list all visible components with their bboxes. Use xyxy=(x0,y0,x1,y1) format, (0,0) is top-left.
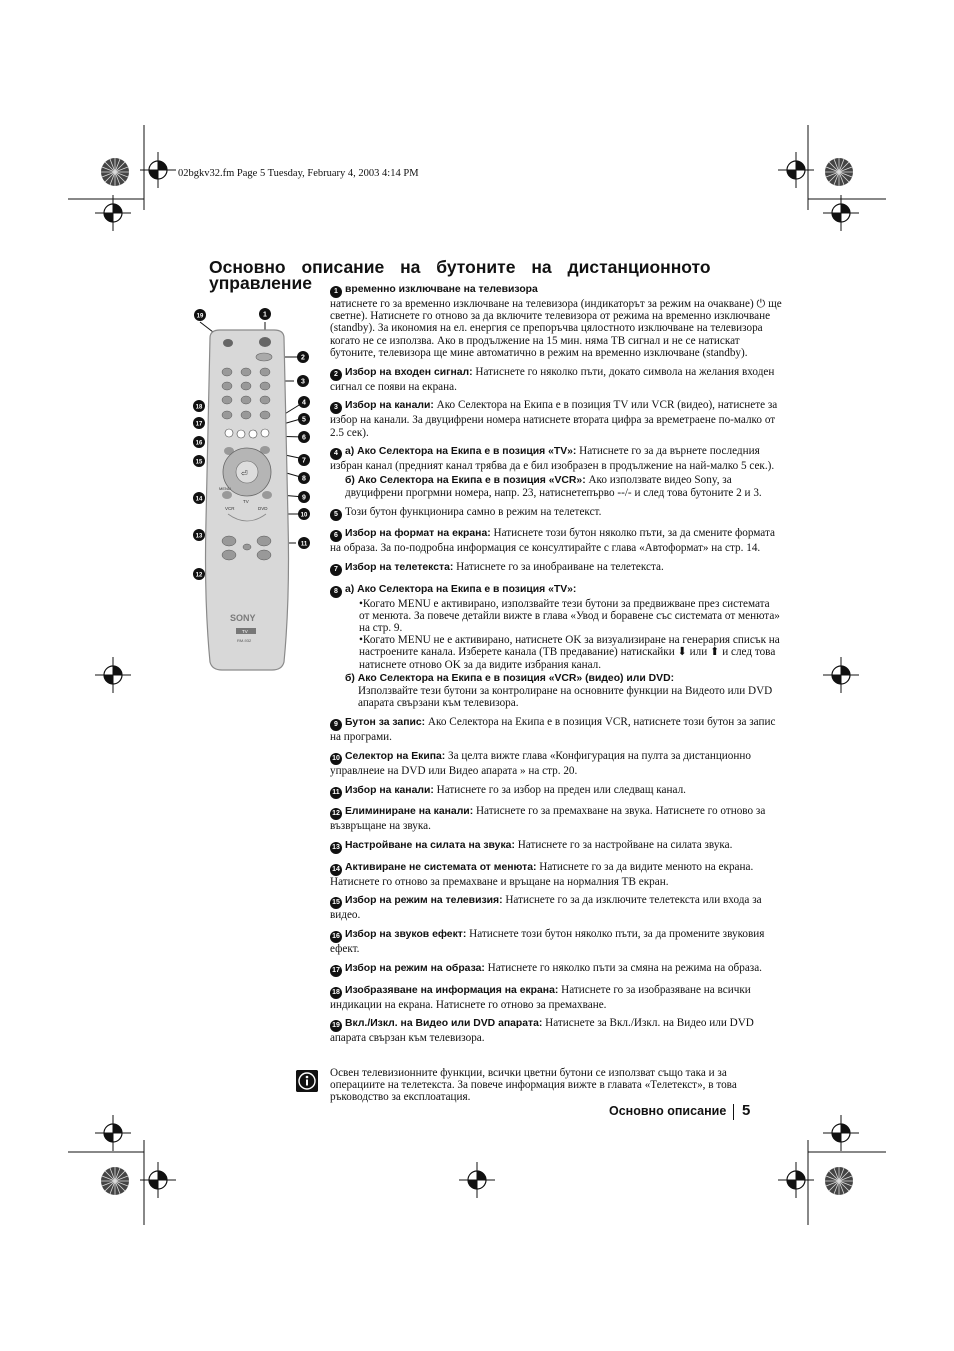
item-number: 16 xyxy=(330,931,342,943)
item-5 xyxy=(330,506,782,521)
item-text: Ако Селектора на Екипа е в позиция VCR, натиснете този бутон за запис на програми. xyxy=(330,716,776,744)
callout-number: 4 xyxy=(302,399,306,407)
record-button xyxy=(262,491,272,499)
item-heading: Избор на режим на телевизия: xyxy=(345,895,503,907)
item-11 xyxy=(330,784,782,799)
tv-power-button xyxy=(259,337,271,347)
callout-number: 15 xyxy=(195,459,203,466)
item-7 xyxy=(330,561,782,576)
item-2 xyxy=(330,366,782,393)
item-heading: Елиминиране на канали: xyxy=(345,806,474,818)
item-text: Натиснете го за да изключите телетекста или входа за видео. xyxy=(330,894,762,922)
item-text: За целта вижте глава «Конфигурация на пулта за дистанционно управлнеие на DVD или Видео апарата » на стр. 20. xyxy=(330,749,751,777)
item-18 xyxy=(330,984,782,1011)
tv-badge-label: TV xyxy=(242,629,248,634)
callout-number: 17 xyxy=(195,421,203,428)
item-number: 9 xyxy=(330,719,342,731)
info-icon xyxy=(296,1070,318,1092)
footer-divider xyxy=(733,1104,734,1120)
item-subtext: Ако използвате видео Sony, за двуцифрени прогрмни номера, напр. 23, натиснетепърво --/- и след това бутоните 2 и 3. xyxy=(345,473,762,499)
item-text: Натиснете го за да върнете последния избран канал (предният канал трябва да е бил изобразен в продължение на най-малко 5 сек.). xyxy=(330,445,775,473)
item-text: Натиснете го за премахване на звука. Натиснете го отново за възвръщане на звука. xyxy=(330,805,766,833)
item-17 xyxy=(330,962,782,977)
item-1 xyxy=(330,283,782,359)
callout-number: 2 xyxy=(301,354,305,362)
item-heading: Настройване на силата на звука: xyxy=(345,840,515,851)
item-list xyxy=(330,283,782,1051)
callout-number: 12 xyxy=(195,572,203,579)
callout-number: 11 xyxy=(300,541,308,548)
item-heading: Селектор на Екипа: xyxy=(345,750,446,762)
menu-button xyxy=(222,491,232,499)
callout-number: 9 xyxy=(302,494,306,502)
vcr-dvd-power-button xyxy=(223,339,233,347)
item-heading: Избор на телетекста: xyxy=(345,562,454,573)
item-heading: Избор на канали: xyxy=(345,400,434,412)
item-text: Натиснете този бутон няколко пъти, за да смените формата на образа. За по-подробна информация се консултирайте с глава «Автоформат» на стр. 14. xyxy=(330,527,775,555)
item-text: натиснете го за временно изключване на телевизора (индикаторът за режим на очакване) ⏻ ще светне). Натиснете го отново за да включите телевизора от режима на временно изключване (standby). За икономия на ел. енергия се препоръчва цялостното изключване на телевизора когато не се използва. Ако в продължение на 15 мин. няма ТВ сигнал и не се натискат бутоните, телевизора ще мине автоматично в режим на временно изключване (standby). xyxy=(330,298,782,359)
item-number: 13 xyxy=(330,842,342,854)
item-text: Натиснете го за инобраиване на телетекста. xyxy=(453,561,664,573)
item-number: 2 xyxy=(330,369,342,381)
callout-number: 7 xyxy=(302,457,306,465)
item-13 xyxy=(330,839,782,854)
item-subtext: Използвайте тези бутони за контролиране на основните функции на Видеото или DVD апарата свързани към телевизора. xyxy=(358,685,773,710)
callout-number: 14 xyxy=(195,496,203,503)
file-info: 02bgkv32.fm Page 5 Tuesday, February 4, 2003 4:14 PM xyxy=(178,168,419,179)
item-6 xyxy=(330,527,782,554)
vcr-label: VCR xyxy=(225,506,235,511)
item-menu-active: •Когато MENU е активирано, използвайте тези бутони за предвижване през системата от менюта. За повече детайли вижте в глава «Увод и боравене със системата от менюта» на стр. 9. xyxy=(359,597,780,634)
item-number: 8 xyxy=(330,586,342,598)
item-text: Натиснете този бутон няколко пъти, за да промените звуковия ефект. xyxy=(330,928,765,956)
item-heading: Активиране не системата от менюта: xyxy=(345,861,537,873)
callout-number: 18 xyxy=(195,404,203,411)
item-number: 5 xyxy=(330,509,342,521)
item-3 xyxy=(330,399,782,438)
item-text: Натиснете го за да видите менюто на екрана. Натиснете го отново за премахване и връщане на нормалния ТВ екран. xyxy=(330,860,754,888)
info-note: Освен телевизионните функции, всички цветни бутони се използват също така и за операциите на телетекста. За повече информация вижте в главата «Телетекст», в това ръководство за експлоатация. xyxy=(330,1067,737,1104)
brand-label: SONY xyxy=(230,613,256,623)
item-menu-inactive: •Когато MENU не е активирано, натиснете OK за визуализиране на генерария списък на настроените канала. Изберете канала (ТВ предавание) натискайки ⬇ или ⬆ и след това натиснете отново OK за да видите избрания канал. xyxy=(359,634,780,671)
callout-number: 16 xyxy=(195,440,203,447)
item-text: Този бутон функционира самно в режим на телетекст. xyxy=(345,505,602,518)
callout-number: 1 xyxy=(263,311,267,319)
item-number: 10 xyxy=(330,753,342,765)
item-heading: а) Ако Селектора на Екипа е в позиция «TV»: xyxy=(345,446,577,458)
svg-text:⏎: ⏎ xyxy=(241,469,248,478)
item-16 xyxy=(330,928,782,955)
title-line-1: Основно описание на бутоните на дистанционното xyxy=(209,257,711,277)
callout-number: 6 xyxy=(302,434,306,442)
item-heading: Изобразяване на информация на екрана: xyxy=(345,984,559,996)
item-heading: Избор на входен сигнал: xyxy=(345,366,473,378)
callout-number: 8 xyxy=(302,475,306,483)
item-heading: Вкл./Изкл. на Видео или DVD апарата: xyxy=(345,1018,543,1030)
item-heading: а) Ако Селектора на Екипа е в позиция «TV»: xyxy=(345,583,577,595)
callout-number: 13 xyxy=(195,533,203,540)
callout-number: 3 xyxy=(301,378,305,386)
item-number: 17 xyxy=(330,965,342,977)
item-number: 1 xyxy=(330,286,342,298)
item-number: 19 xyxy=(330,1020,342,1032)
item-8 xyxy=(330,583,782,710)
item-number: 18 xyxy=(330,987,342,999)
item-heading: Избор на канали: xyxy=(345,784,434,796)
item-text: Ако Селектора на Екипа е в позиция TV или VCR (видео), натиснете за избор на канали. За двуцифрени номера натиснете втората цифра за времетраене по-малко от 2.5 сек). xyxy=(330,399,778,439)
tv-label: TV xyxy=(243,499,249,504)
item-number: 12 xyxy=(330,808,342,820)
item-number: 11 xyxy=(330,787,342,799)
footer-section-title: Основно описание xyxy=(609,1104,727,1118)
item-heading: Избор на формат на екрана: xyxy=(345,528,491,540)
item-text: Натиснете го за изобразяване на всички индикации на екрана. Натиснете го отново за премахване. xyxy=(330,983,751,1011)
item-text: Натиснете го няколко пъти, докато символа на желания входен сигнал се появи на екрана. xyxy=(330,365,775,393)
title-line-2: управление xyxy=(209,273,312,293)
item-19 xyxy=(330,1017,782,1044)
item-15 xyxy=(330,894,782,921)
item-heading: Бутон за запис: xyxy=(345,717,426,729)
input-button xyxy=(256,353,272,361)
item-number: 6 xyxy=(330,530,342,542)
item-4 xyxy=(330,445,782,499)
item-number: 15 xyxy=(330,897,342,909)
item-number: 14 xyxy=(330,864,342,876)
item-9 xyxy=(330,716,782,743)
item-text: Натиснете за Вкл./Изкл. на Видео или DVD апарата свързан към телевизора. xyxy=(330,1017,754,1045)
callout-number: 5 xyxy=(302,416,306,424)
item-subheading: б) Ако Селектора на Екипа е в позиция «VCR»: xyxy=(345,474,586,486)
item-text: Натиснете го за избор на преден или следващ канал. xyxy=(433,783,686,796)
item-text: Натиснете го няколко пъти за смяна на режима на образа. xyxy=(484,961,762,974)
menu-label: MENU xyxy=(219,486,231,491)
item-number: 3 xyxy=(330,402,342,414)
item-text: Натиснете го за настройване на силата звука. xyxy=(514,839,733,851)
callout-number: 19 xyxy=(196,313,204,320)
item-subheading: б) Ако Селектора на Екипа е в позиция «VCR» (видео) или DVD: xyxy=(345,672,675,684)
item-10 xyxy=(330,750,782,777)
item-number: 7 xyxy=(330,564,342,576)
item-heading: Избор на режим на образа: xyxy=(345,962,485,974)
item-heading: временно изключване на телевизора xyxy=(345,284,538,295)
remote-illustration xyxy=(190,305,320,695)
callout-number: 10 xyxy=(300,512,308,519)
page-number: 5 xyxy=(742,1102,751,1119)
item-heading: Избор на звуков ефект: xyxy=(345,929,467,941)
item-number: 4 xyxy=(330,448,342,460)
model-label: RM-932 xyxy=(237,638,252,643)
item-12 xyxy=(330,805,782,832)
dvd-label: DVD xyxy=(258,506,268,511)
item-14 xyxy=(330,861,782,888)
